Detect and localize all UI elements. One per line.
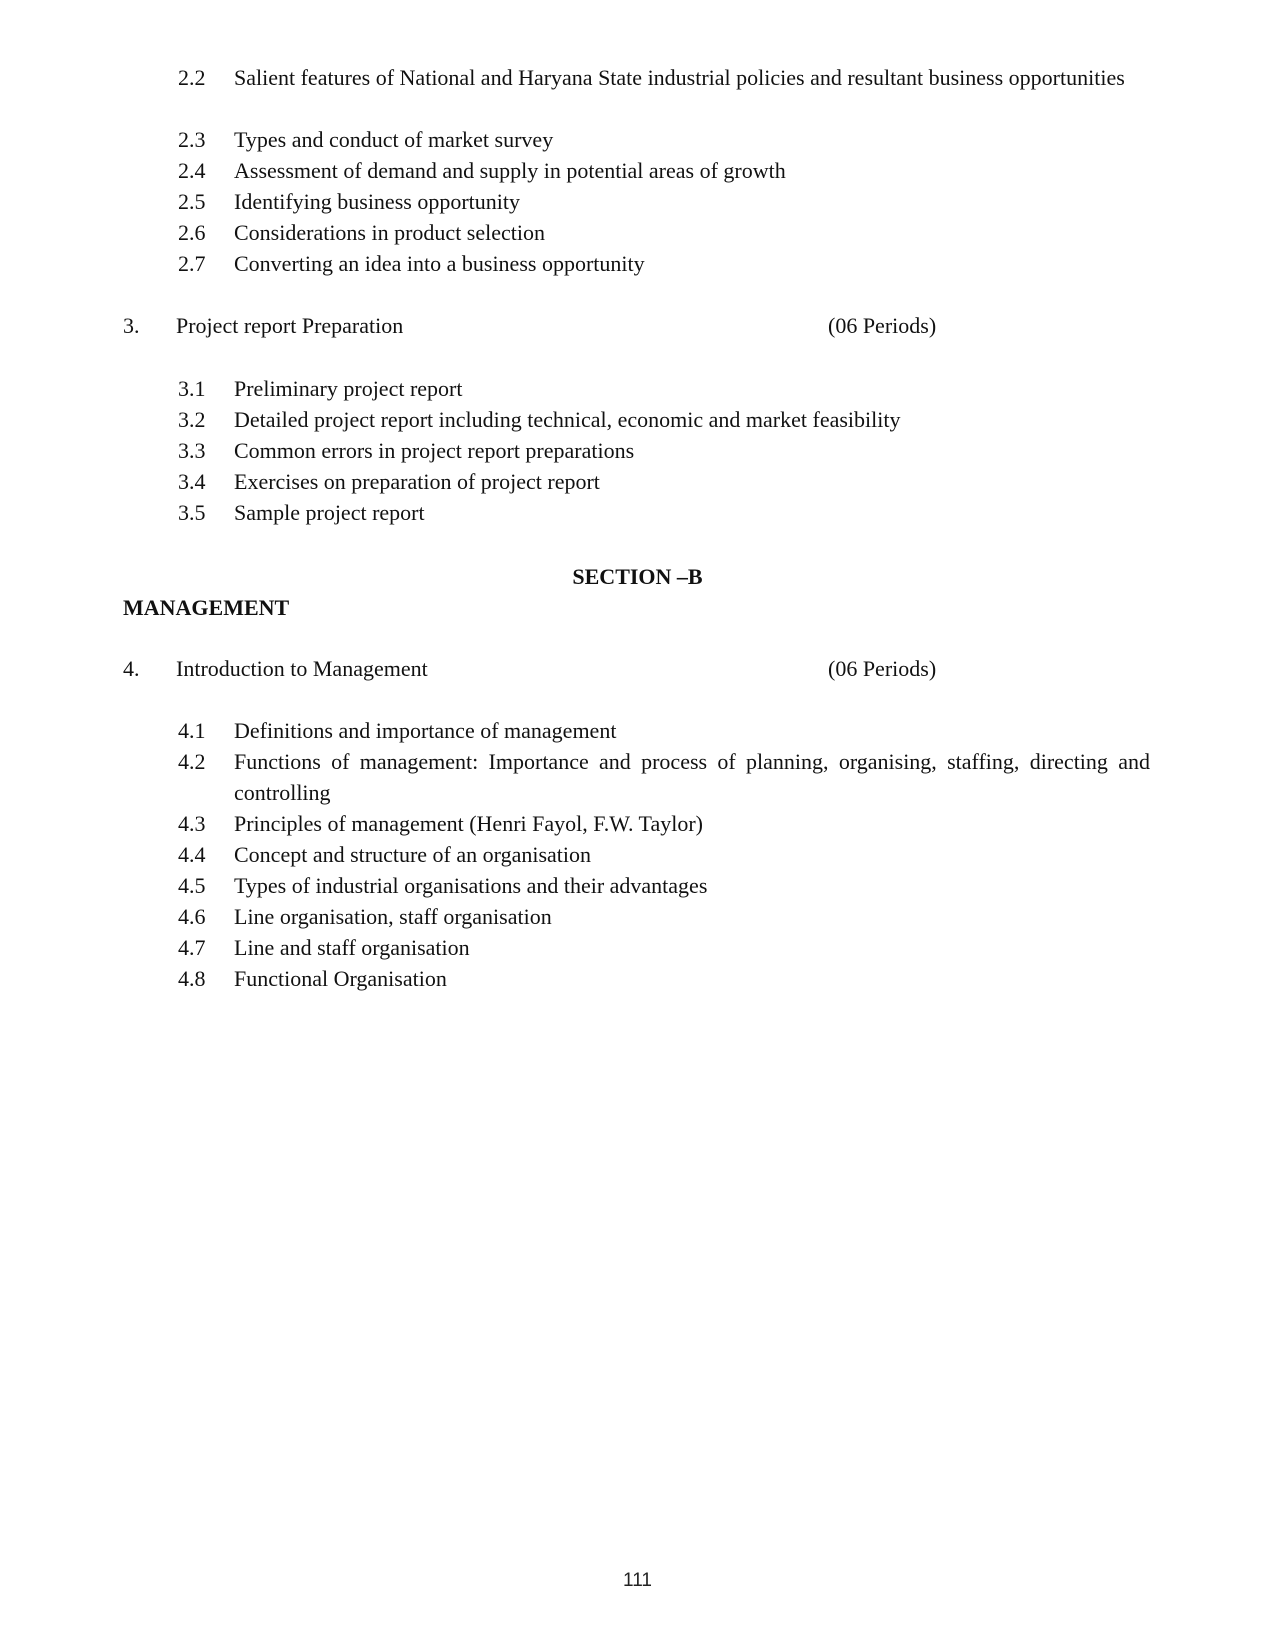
item-number: 3.1: [178, 376, 206, 401]
item-number: 3.4: [178, 469, 206, 494]
list-item: Assessment of demand and supply in potential areas of growth: [234, 158, 786, 183]
list-item: Line and staff organisation: [234, 935, 470, 960]
item-number: 2.3: [178, 127, 206, 152]
item-number: 3.5: [178, 500, 206, 525]
item-number: 4.2: [178, 749, 206, 774]
unit-periods: (06 Periods): [828, 313, 937, 338]
unit-number: 3.: [123, 313, 140, 338]
list-item: Exercises on preparation of project report: [234, 469, 600, 494]
list-item: Types of industrial organisations and their advantages: [234, 873, 708, 898]
list-item: Salient features of National and Haryana State industrial policies and resultant business opportunities: [234, 65, 1125, 90]
list-item: Identifying business opportunity: [234, 189, 520, 214]
list-item: Types and conduct of market survey: [234, 127, 554, 152]
item-number: 3.3: [178, 438, 206, 463]
list-item: Sample project report: [234, 500, 425, 525]
item-number: 3.2: [178, 407, 206, 432]
item-number: 2.2: [178, 65, 206, 90]
item-number: 2.6: [178, 220, 206, 245]
item-number: 2.7: [178, 251, 206, 276]
section-heading: SECTION –B: [572, 564, 703, 589]
item-number: 4.6: [178, 904, 206, 929]
list-item: Preliminary project report: [234, 376, 463, 401]
section-subheading: MANAGEMENT: [123, 595, 290, 620]
item-number: 4.5: [178, 873, 206, 898]
list-item: Converting an idea into a business opportunity: [234, 251, 645, 276]
item-number: 2.5: [178, 189, 206, 214]
list-item: Detailed project report including technical, economic and market feasibility: [234, 407, 901, 432]
unit-periods: (06 Periods): [828, 656, 937, 681]
unit-title: Project report Preparation: [176, 313, 404, 338]
item-number: 4.4: [178, 842, 206, 867]
list-item: Functional Organisation: [234, 966, 447, 991]
page-number: 111: [623, 1570, 652, 1591]
item-number: 4.1: [178, 718, 206, 743]
list-item: Concept and structure of an organisation: [234, 842, 591, 867]
list-item: Common errors in project report preparations: [234, 438, 635, 463]
list-item: Functions of management: Importance and process of planning, organising, staffing, directing and controlling: [234, 749, 1150, 805]
item-number: 4.3: [178, 811, 206, 836]
list-item: Definitions and importance of management: [234, 718, 617, 743]
item-number: 2.4: [178, 158, 206, 183]
item-number: 4.8: [178, 966, 206, 991]
unit-title: Introduction to Management: [176, 656, 428, 681]
item-number: 4.7: [178, 935, 206, 960]
list-item: Principles of management (Henri Fayol, F.W. Taylor): [234, 811, 703, 836]
list-item: Considerations in product selection: [234, 220, 545, 245]
unit-number: 4.: [123, 656, 140, 681]
list-item: Line organisation, staff organisation: [234, 904, 552, 929]
